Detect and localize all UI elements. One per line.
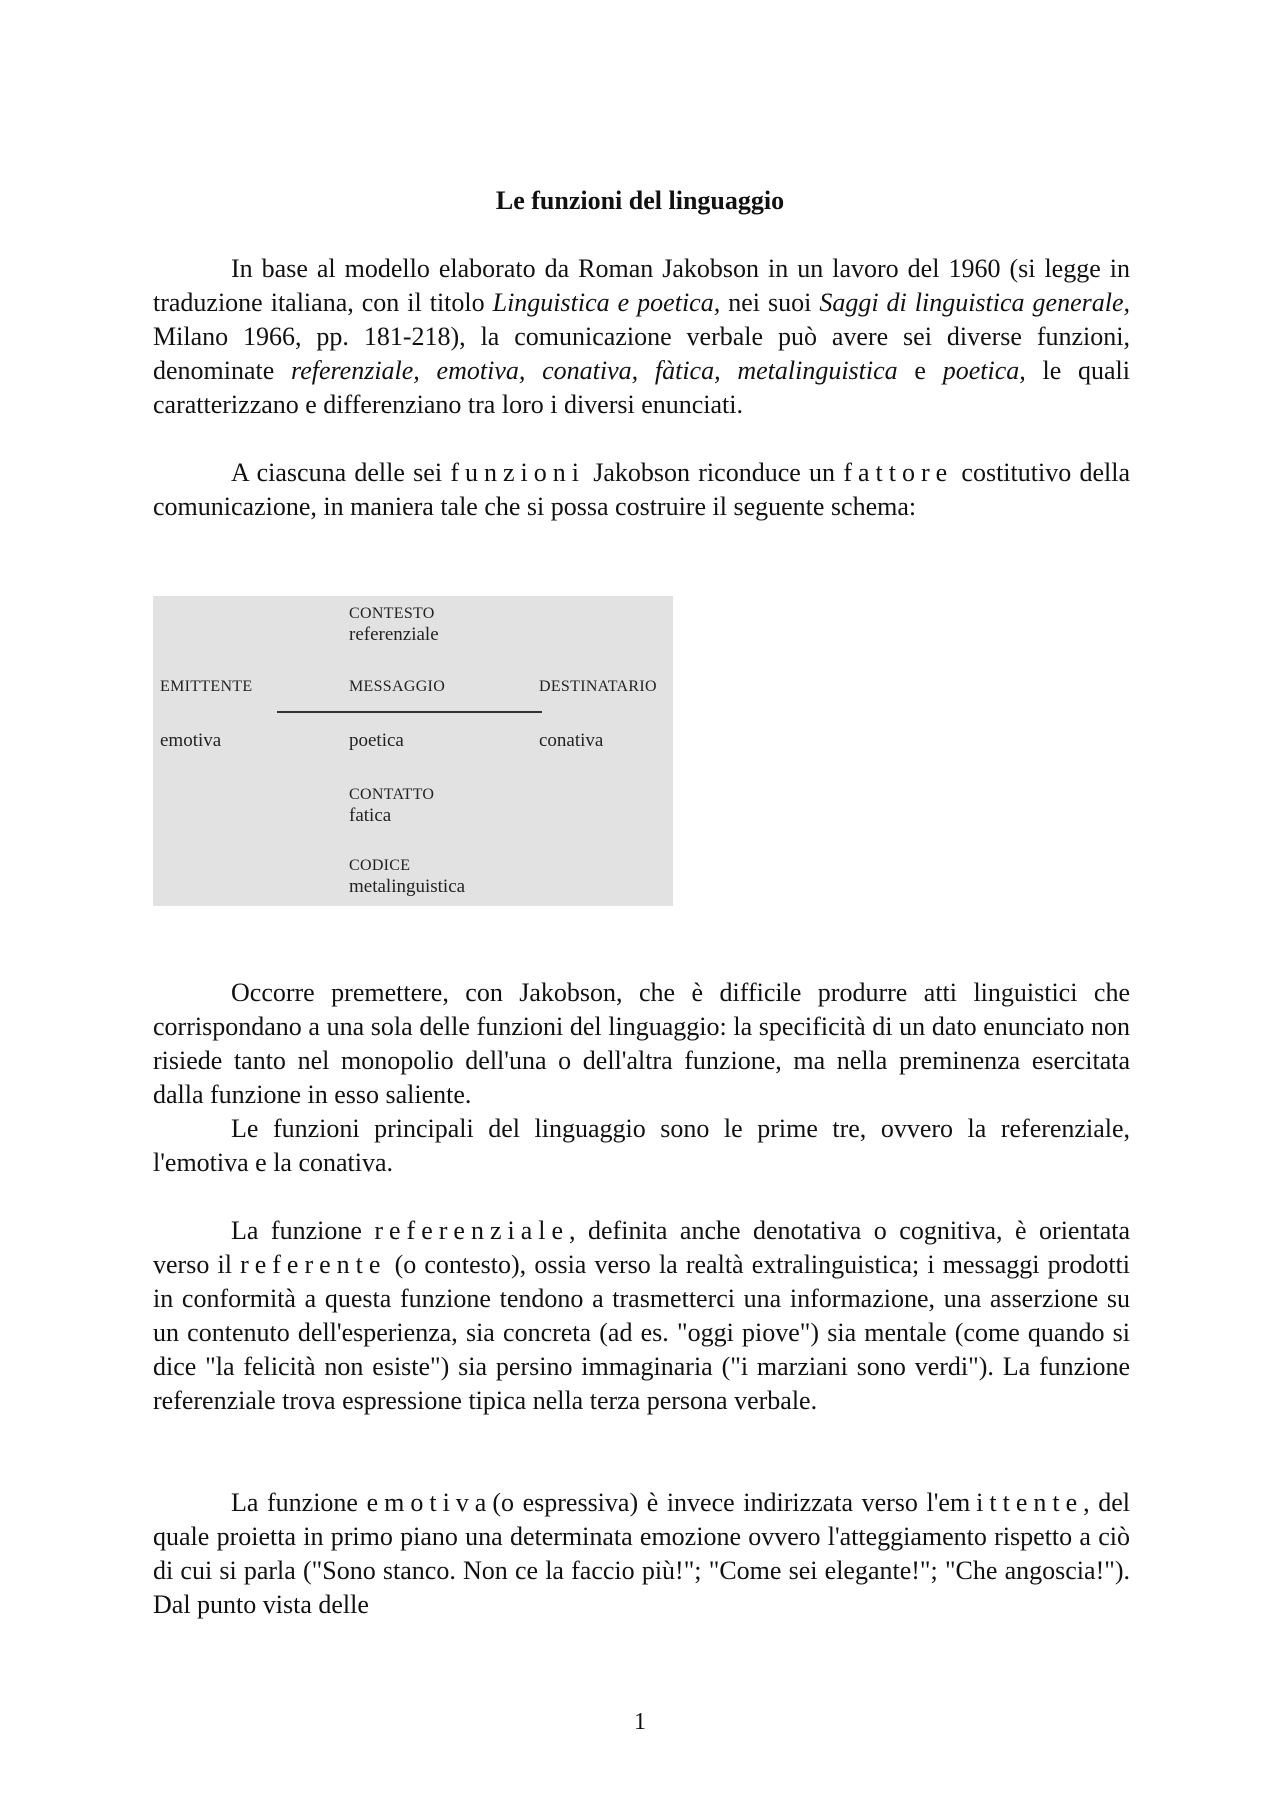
spaced-term: referenziale — [374, 1216, 570, 1245]
text-run: e — [897, 356, 943, 385]
spaced-term: fattore — [843, 458, 954, 487]
diagram-label-codice: CODICE — [349, 857, 411, 874]
text-run: In base al modello elaborato da Roman Jakobson in un lavoro del 1960 (si legge in traduzione italiana, con il titolo — [153, 254, 1130, 317]
diagram-function-poetica: poetica — [349, 730, 404, 751]
italic-run: poetica, — [942, 356, 1026, 385]
diagram-function-referenziale: referenziale — [349, 624, 439, 645]
diagram-function-metalinguistica: metalinguistica — [349, 876, 466, 897]
text-run: A ciascuna delle sei — [231, 458, 451, 487]
italic-run: Saggi di linguistica generale, — [819, 288, 1130, 317]
diagram-function-conativa: conativa — [539, 730, 604, 751]
paragraph-intro — [153, 252, 1130, 422]
spaced-term: emotiva — [366, 1488, 493, 1517]
text-run: La funzione — [231, 1216, 375, 1245]
italic-run: Linguistica e poetica, — [492, 288, 721, 317]
diagram-divider-line — [277, 711, 542, 713]
paragraph-premise: Occorre premettere, con Jakobson, che è difficile produrre atti linguistici che corrispondano a una sola delle funzioni del linguaggio: la specificità di un dato enunciato non risiede tanto nel monopolio dell'una o dell'altra funzione, ma nella preminenza esercitata dalla funzione in esso saliente. — [153, 978, 1130, 1109]
diagram-label-emittente: EMITTENTE — [160, 678, 253, 695]
text-run: La funzione — [231, 1488, 367, 1517]
paragraph-main-functions: Le funzioni principali del linguaggio sono le prime tre, ovvero la referenziale, l'emotiva e la conativa. — [153, 1114, 1130, 1177]
text-run: (o espressiva) è invece indirizzata verso l'e — [492, 1488, 950, 1517]
diagram-function-emotiva: emotiva — [160, 730, 222, 751]
diagram-label-messaggio: MESSAGGIO — [349, 678, 446, 695]
text-run: , definita anche denotativa o cognitiva, è orientata verso il — [153, 1216, 1130, 1279]
jakobson-diagram — [153, 596, 673, 906]
text-run: Jakobson riconduce un — [584, 458, 844, 487]
diagram-label-destinatario: DESTINATARIO — [539, 678, 657, 695]
page-number: 1 — [634, 1709, 646, 1735]
page-title: Le funzioni del linguaggio — [495, 186, 785, 215]
italic-run: referenziale, emotiva, conativa, fàtica, metalinguistica — [291, 356, 898, 385]
text-run: nei suoi — [720, 288, 820, 317]
spaced-term: referente — [240, 1250, 387, 1279]
diagram-label-contesto: CONTESTO — [349, 605, 435, 622]
paragraph-referential — [153, 1214, 1130, 1418]
spaced-term: mittente — [949, 1488, 1084, 1517]
diagram-function-fatica: fatica — [349, 805, 392, 826]
diagram-label-contatto: CONTATTO — [349, 786, 435, 803]
text-run: (o contesto), ossia verso la realtà extralinguistica; i messaggi prodotti in conformità a questa funzione tendono a trasmetterci una informazione, una asserzione su un contenuto dell'esperienza, sia concreta (ad es. "oggi piove") sia mentale (come quando si dice "la felicità non esiste") sia persino immaginaria ("i marziani sono verdi"). La funzione referenziale trova espressione tipica nella terza persona verbale. — [153, 1250, 1130, 1415]
text-run: costitutivo della comunicazione, in maniera tale che si possa costruire il seguente schema: — [153, 458, 1130, 521]
paragraph-emotive — [153, 1486, 1130, 1622]
paragraph-schema-intro — [153, 456, 1130, 524]
spaced-term: funzioni — [450, 458, 585, 487]
text-run: Milano 1966, pp. 181-218), la comunicazione verbale può avere sei diverse funzioni, denominate — [153, 322, 1130, 385]
text-run: , del quale proietta in primo piano una determinata emozione ovvero l'atteggiamento rispetto a ciò di cui si parla ("Sono stanco. Non ce la faccio più!"; "Come sei elegante!"; "Che angoscia!"). Dal punto vista delle — [153, 1488, 1130, 1619]
text-run: le quali caratterizzano e differenziano tra loro i diversi enunciati. — [153, 356, 1130, 419]
